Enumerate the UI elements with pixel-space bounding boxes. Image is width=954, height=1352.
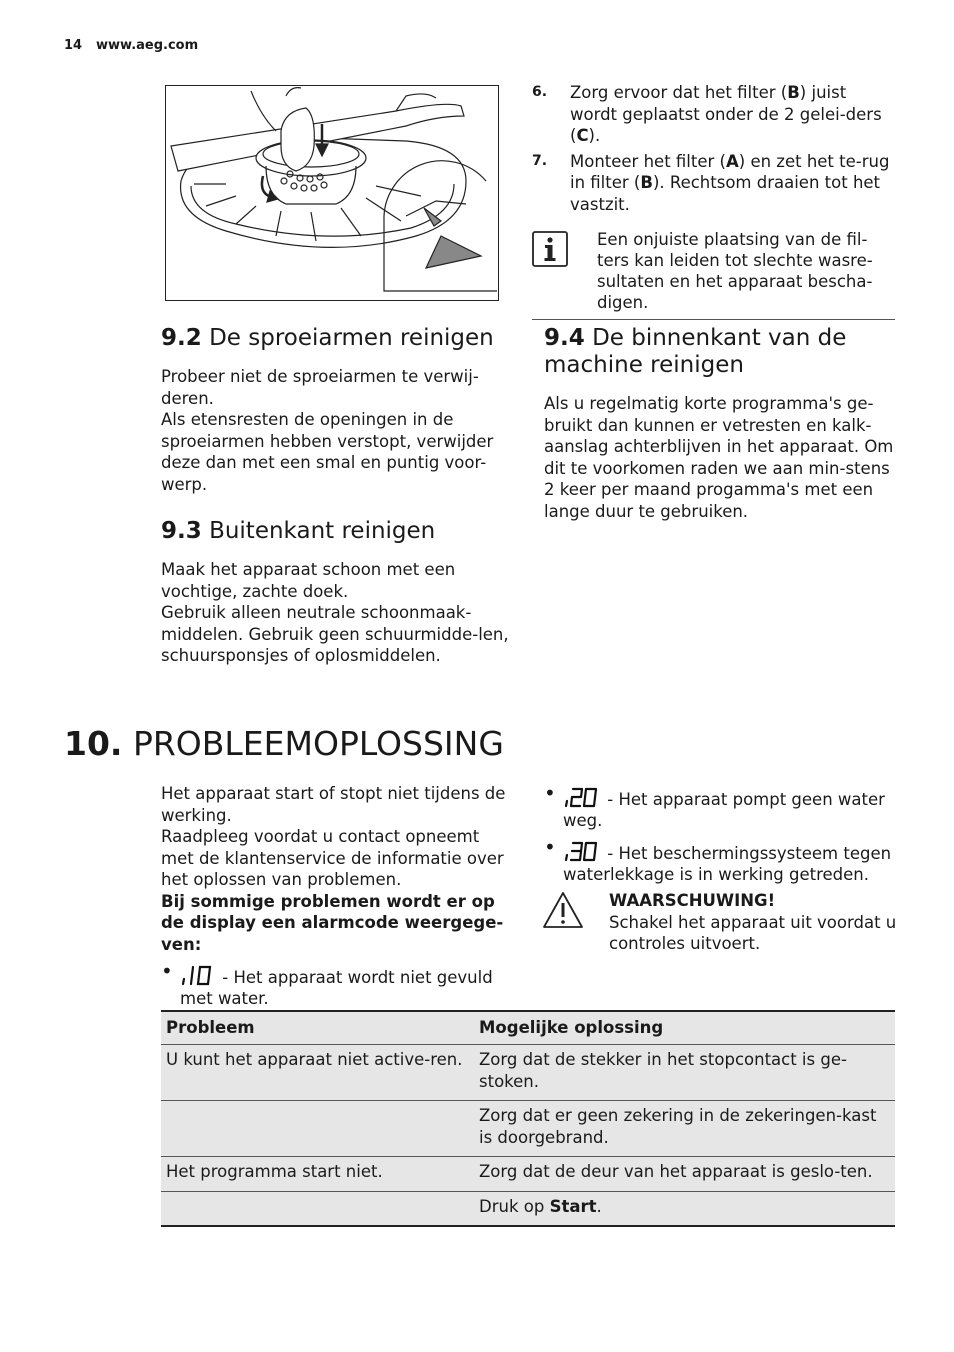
problem-cell bbox=[161, 1191, 474, 1226]
step-text: Zorg ervoor dat het filter (B) juist wordt geplaatst onder de 2 gelei-ders (C). bbox=[570, 83, 882, 145]
alarm-item: • - Het apparaat wordt niet gevuld met water. bbox=[161, 963, 516, 1009]
column-header-problem: Probleem bbox=[161, 1011, 474, 1045]
problem-cell: Het programma start niet. bbox=[161, 1157, 474, 1192]
alarm-list-right-wrap bbox=[544, 785, 896, 885]
solution-cell: Zorg dat de deur van het apparaat is geslo-ten. bbox=[474, 1157, 895, 1192]
step-number: 7. bbox=[532, 152, 548, 169]
filter-installation-image bbox=[166, 86, 497, 299]
table-row bbox=[161, 1101, 895, 1157]
section-heading: 9.2 De sproeiarmen reinigen bbox=[161, 325, 494, 351]
installation-steps bbox=[532, 82, 892, 219]
page-number: 14 bbox=[64, 38, 83, 53]
alarm-code-i10-icon bbox=[180, 963, 214, 987]
section-9-2 bbox=[161, 325, 511, 495]
alarm-item: • - Het apparaat pompt geen water weg. bbox=[544, 785, 896, 831]
filter-illustration bbox=[165, 85, 499, 301]
alarm-list-right bbox=[544, 785, 896, 885]
solution-cell: Zorg dat er geen zekering in de zekeringen-kast is doorgebrand. bbox=[474, 1101, 895, 1157]
warning-body: Schakel het apparaat uit voordat u controles uitvoert. bbox=[609, 912, 897, 953]
section-body: Maak het apparaat schoon met een vochtige, zachte doek. Gebruik alleen neutrale schoonmaak-middelen. Gebruik geen schuurmidde-len, schuursponsjes of oplosmiddelen. bbox=[161, 560, 509, 665]
alarm-intro: Bij sommige problemen wordt er op de display een alarmcode weergege-ven: bbox=[161, 891, 504, 954]
alarm-item: • - Het beschermingssysteem tegen waterlekkage is in werking getreden. bbox=[544, 839, 896, 885]
chapter-heading: 10. PROBLEEMOPLOSSING bbox=[64, 724, 504, 763]
section-body: Probeer niet de sproeiarmen te verwij-deren. Als etensresten de openingen in de sproeiarmen hebben verstopt, verwijder deze dan met een smal en puntig voor-werp. bbox=[161, 367, 494, 494]
table-row bbox=[161, 1157, 895, 1192]
column-header-solution: Mogelijke oplossing bbox=[474, 1011, 895, 1045]
solution-cell: Druk op Start. bbox=[474, 1191, 895, 1226]
warning-triangle-icon bbox=[542, 890, 584, 930]
alarm-code-i30-icon bbox=[563, 839, 599, 863]
problem-cell: U kunt het apparaat niet active-ren. bbox=[161, 1045, 474, 1101]
section-9-4 bbox=[544, 325, 894, 522]
info-icon bbox=[532, 231, 568, 267]
section-heading: 9.3 Buitenkant reinigen bbox=[161, 518, 436, 544]
website-url: www.aeg.com bbox=[96, 38, 199, 53]
section-heading: 9.4 De binnenkant van de machine reinigen bbox=[544, 325, 847, 378]
solution-cell: Zorg dat de stekker in het stopcontact is ge-stoken. bbox=[474, 1045, 895, 1101]
table-header-row bbox=[161, 1011, 895, 1045]
chapter-intro bbox=[161, 783, 516, 1009]
problem-cell bbox=[161, 1101, 474, 1157]
step-7 bbox=[532, 151, 892, 216]
step-number: 6. bbox=[532, 84, 548, 100]
section-body: Als u regelmatig korte programma's ge-bruikt dan kunnen er vetresten en kalk-aanslag achterblijven in het apparaat. Om dit te voorkomen raden we aan min-stens 2 keer per maand progamma's met een lange duur te gebruiken. bbox=[544, 394, 894, 521]
divider bbox=[532, 319, 895, 320]
warning-text bbox=[609, 890, 899, 955]
alarm-list-left bbox=[161, 963, 516, 1009]
step-text: Monteer het filter (A) en zet het te-rug in filter (B). Rechtsom draaien tot het vastzit. bbox=[570, 151, 890, 214]
warning-title: WAARSCHUWING! bbox=[609, 891, 776, 910]
troubleshooting-table bbox=[161, 1010, 895, 1227]
info-note-text: Een onjuiste plaatsing van de fil-ters kan leiden tot slechte wasre-sultaten en het apparaat bescha-digen. bbox=[597, 230, 873, 312]
section-9-3 bbox=[161, 518, 511, 667]
table-row bbox=[161, 1045, 895, 1101]
table-row bbox=[161, 1191, 895, 1226]
step-6 bbox=[532, 82, 892, 147]
alarm-code-i20-icon bbox=[563, 785, 599, 809]
intro-text: Het apparaat start of stopt niet tijdens de werking. Raadpleeg voordat u contact opneemt met de klantenservice de informatie over het oplossen van problemen. bbox=[161, 784, 506, 889]
